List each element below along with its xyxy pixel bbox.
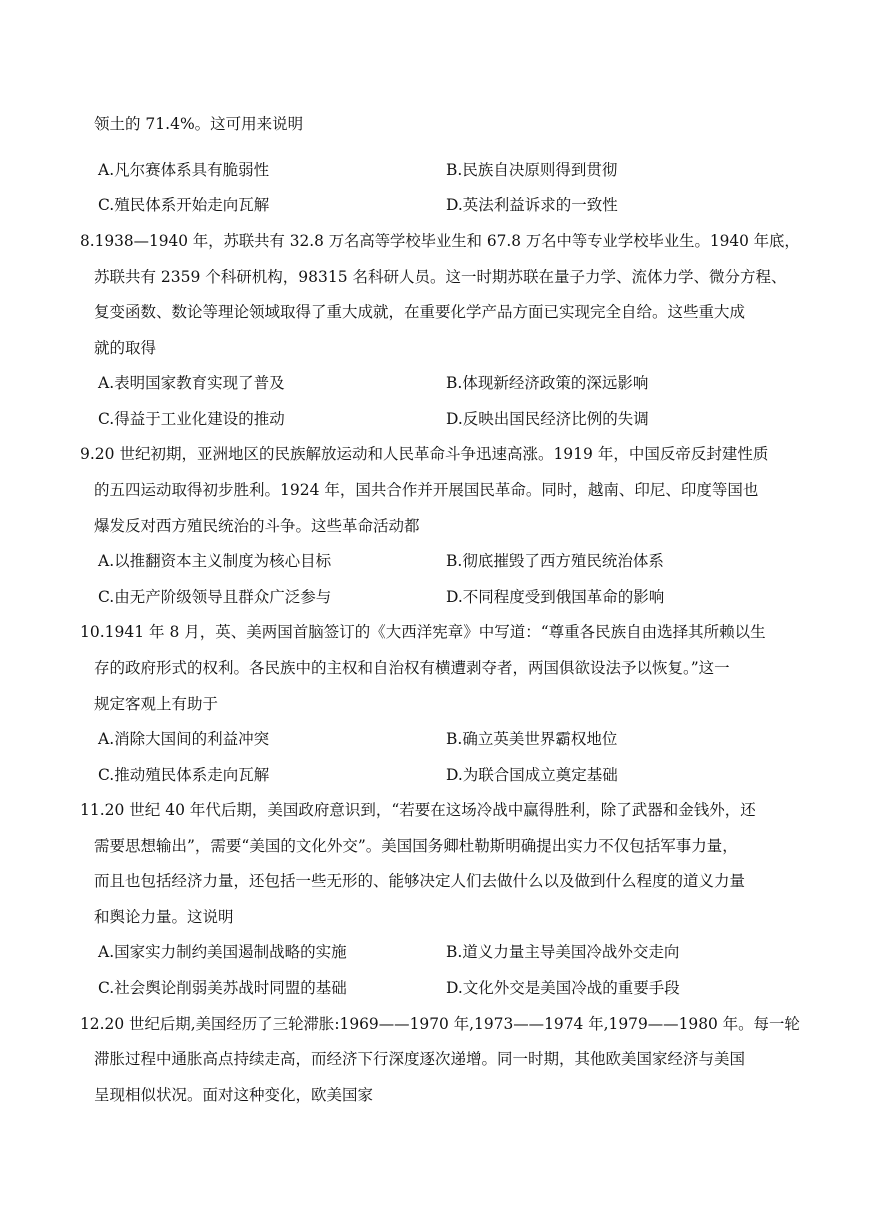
q9-option-b: B.彻底摧毁了西方殖民统治体系 xyxy=(446,552,664,570)
q12-stem-line-2: 滞胀过程中通胀高点持续走高，而经济下行深度逐次递增。同一时期，其他欧美国家经济与美国 xyxy=(94,1050,746,1068)
q7-option-a: A.凡尔赛体系具有脆弱性 xyxy=(98,161,270,179)
q7-option-b: B.民族自决原则得到贯彻 xyxy=(446,161,618,179)
q9-option-c: C.由无产阶级领导且群众广泛参与 xyxy=(98,588,332,606)
q11-stem-line-1: 11.20 世纪 40 年代后期，美国政府意识到，“若要在这场冷战中赢得胜利，除了武器和金钱外，还 xyxy=(80,801,756,819)
q8-option-a: A.表明国家教育实现了普及 xyxy=(98,374,285,392)
q8-stem-line-2: 苏联共有 2359 个科研机构，98315 名科研人员。这一时期苏联在量子力学、流体力学、微分方程、 xyxy=(94,268,787,286)
q8-stem-line-3: 复变函数、数论等理论领域取得了重大成就，在重要化学产品方面已实现完全自给。这些重大成 xyxy=(94,303,746,321)
q12-stem-line-3: 呈现相似状况。面对这种变化，欧美国家 xyxy=(94,1086,374,1104)
q9-option-a: A.以推翻资本主义制度为核心目标 xyxy=(98,552,332,570)
q9-stem-line-2: 的五四运动取得初步胜利。1924 年，国共合作并开展国民革命。同时，越南、印尼、印度等国也 xyxy=(94,481,759,499)
q8-option-d: D.反映出国民经济比例的失调 xyxy=(446,410,649,428)
q9-stem-line-3: 爆发反对西方殖民统治的斗争。这些革命活动都 xyxy=(94,517,420,535)
q10-option-b: B.确立英美世界霸权地位 xyxy=(446,730,618,748)
q10-option-d: D.为联合国成立奠定基础 xyxy=(446,766,618,784)
q11-stem-line-2: 需要思想输出”，需要“美国的文化外交”。美国国务卿杜勒斯明确提出实力不仅包括军事力量， xyxy=(94,837,738,855)
q12-stem-line-1: 12.20 世纪后期,美国经历了三轮滞胀:1969——1970 年,1973——1974 年,1979——1980 年。每一轮 xyxy=(80,1015,800,1033)
q8-stem-line-4: 就的取得 xyxy=(94,339,157,357)
q10-stem-line-2: 存的政府形式的权利。各民族中的主权和自治权有横遭剥夺者，两国俱欲设法予以恢复。”这一 xyxy=(94,659,730,677)
q11-stem-line-3: 而且也包括经济力量，还包括一些无形的、能够决定人们去做什么以及做到什么程度的道义力量 xyxy=(94,872,746,890)
q10-stem-line-3: 规定客观上有助于 xyxy=(94,695,219,713)
q10-option-c: C.推动殖民体系走向瓦解 xyxy=(98,766,270,784)
q7-option-c: C.殖民体系开始走向瓦解 xyxy=(98,196,270,214)
q8-option-c: C.得益于工业化建设的推动 xyxy=(98,410,285,428)
q11-option-c: C.社会舆论削弱美苏战时同盟的基础 xyxy=(98,979,347,997)
q11-option-b: B.道义力量主导美国冷战外交走向 xyxy=(446,943,680,961)
q10-option-a: A.消除大国间的利益冲突 xyxy=(98,730,270,748)
q8-option-b: B.体现新经济政策的深远影响 xyxy=(446,374,649,392)
q7-option-d: D.英法利益诉求的一致性 xyxy=(446,196,618,214)
q8-stem-line-1: 8.1938—1940 年，苏联共有 32.8 万名高等学校毕业生和 67.8 万名中等专业学校毕业生。1940 年底， xyxy=(80,232,800,250)
q7-stem-tail: 领土的 71.4%。这可用来说明 xyxy=(94,115,304,133)
q11-option-d: D.文化外交是美国冷战的重要手段 xyxy=(446,979,680,997)
q9-stem-line-1: 9.20 世纪初期，亚洲地区的民族解放运动和人民革命斗争迅速高涨。1919 年，中国反帝反封建性质 xyxy=(80,445,769,463)
q11-option-a: A.国家实力制约美国遏制战略的实施 xyxy=(98,943,347,961)
q10-stem-line-1: 10.1941 年 8 月，英、美两国首脑签订的《大西洋宪章》中写道：“尊重各民族自由选择其所赖以生 xyxy=(80,623,766,641)
q11-stem-line-4: 和舆论力量。这说明 xyxy=(94,908,234,926)
q9-option-d: D.不同程度受到俄国革命的影响 xyxy=(446,588,665,606)
